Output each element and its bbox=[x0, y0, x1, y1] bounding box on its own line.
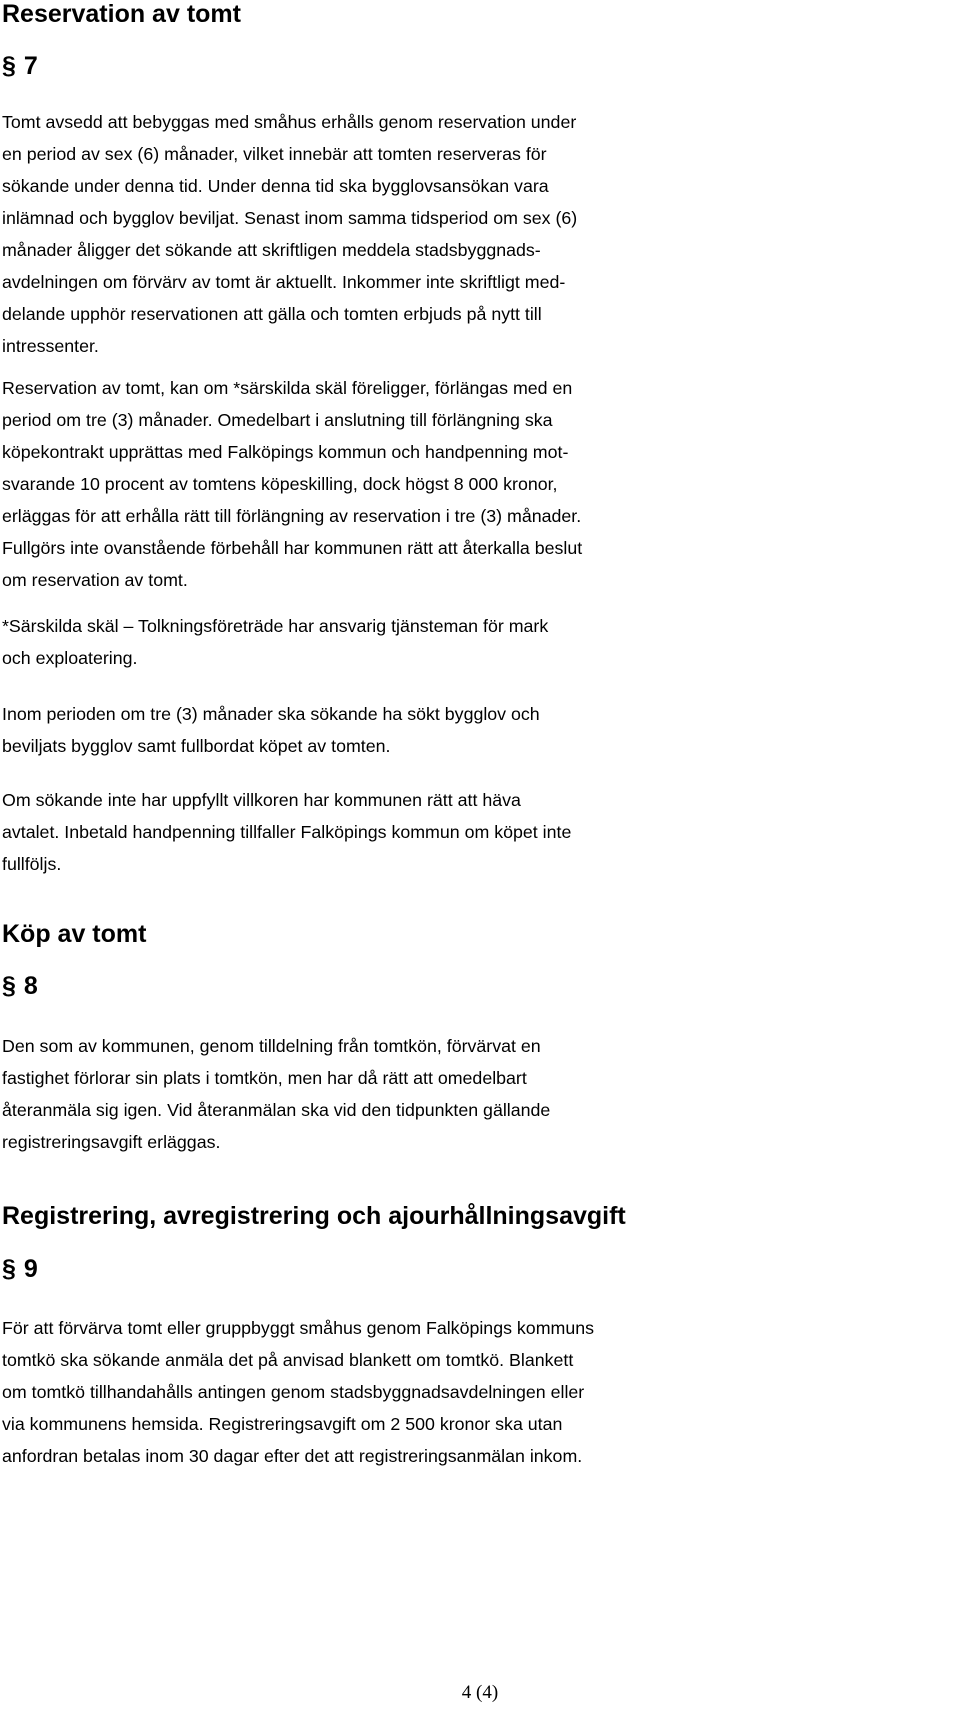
text-line: beviljats bygglov samt fullbordat köpet av tomten. bbox=[2, 736, 391, 756]
text-line: återanmäla sig igen. Vid återanmälan ska vid den tidpunkten gällande bbox=[2, 1100, 551, 1120]
paragraph bbox=[2, 1030, 960, 1158]
page-number: 4 (4) bbox=[461, 1682, 499, 1703]
text-line: fastighet förlorar sin plats i tomtkön, men har då rätt att omedelbart bbox=[2, 1068, 527, 1088]
text-line: Den som av kommunen, genom tilldelning från tomtkön, förvärvat en bbox=[2, 1036, 541, 1056]
section-heading-registrering: Registrering, avregistrering och ajourhållningsavgift bbox=[2, 1202, 626, 1230]
text-line: via kommunens hemsida. Registreringsavgift om 2 500 kronor ska utan bbox=[2, 1414, 563, 1434]
section-heading-reservation: Reservation av tomt bbox=[2, 0, 241, 28]
text-line: fullföljs. bbox=[2, 854, 62, 874]
text-line: en period av sex (6) månader, vilket innebär att tomten reserveras för bbox=[2, 144, 547, 164]
text-line: tomtkö ska sökande anmäla det på anvisad blankett om tomtkö. Blankett bbox=[2, 1350, 574, 1370]
text-line: intressenter. bbox=[2, 336, 99, 356]
text-line: period om tre (3) månader. Omedelbart i anslutning till förlängning ska bbox=[2, 410, 553, 430]
paragraph bbox=[2, 698, 960, 762]
text-line: avdelningen om förvärv av tomt är aktuellt. Inkommer inte skriftligt med- bbox=[2, 272, 566, 292]
text-line: inlämnad och bygglov beviljat. Senast inom samma tidsperiod om sex (6) bbox=[2, 208, 578, 228]
text-line: om reservation av tomt. bbox=[2, 570, 188, 590]
paragraph bbox=[2, 372, 960, 596]
paragraph-sign: § bbox=[2, 972, 16, 1000]
paragraph-sign: § bbox=[2, 1255, 16, 1283]
text-line: Tomt avsedd att bebyggas med småhus erhålls genom reservation under bbox=[2, 112, 577, 132]
text-line: anfordran betalas inom 30 dagar efter det att registreringsanmälan inkom. bbox=[2, 1446, 583, 1466]
section-number-9 bbox=[2, 1255, 38, 1284]
text-line: *Särskilda skäl – Tolkningsföreträde har ansvarig tjänsteman för mark bbox=[2, 616, 549, 636]
text-line: köpekontrakt upprättas med Falköpings kommun och handpenning mot- bbox=[2, 442, 569, 462]
text-line: erläggas för att erhålla rätt till förlängning av reservation i tre (3) månader. bbox=[2, 506, 582, 526]
text-line: Inom perioden om tre (3) månader ska sökande ha sökt bygglov och bbox=[2, 704, 540, 724]
text-line: svarande 10 procent av tomtens köpeskilling, dock högst 8 000 kronor, bbox=[2, 474, 558, 494]
paragraph-sign: § bbox=[2, 52, 16, 80]
paragraph bbox=[2, 1312, 960, 1472]
text-line: Fullgörs inte ovanstående förbehåll har kommunen rätt att återkalla beslut bbox=[2, 538, 583, 558]
paragraph-number: 8 bbox=[23, 972, 38, 1000]
text-line: avtalet. Inbetald handpenning tillfaller Falköpings kommun om köpet inte bbox=[2, 822, 572, 842]
paragraph bbox=[2, 784, 960, 880]
paragraph-number: 7 bbox=[23, 52, 38, 80]
text-line: månader åligger det sökande att skriftligen meddela stadsbyggnads- bbox=[2, 240, 541, 260]
paragraph-number: 9 bbox=[23, 1255, 38, 1283]
text-line: Reservation av tomt, kan om *särskilda skäl föreligger, förlängas med en bbox=[2, 378, 573, 398]
text-line: För att förvärva tomt eller gruppbyggt småhus genom Falköpings kommuns bbox=[2, 1318, 594, 1338]
text-line: sökande under denna tid. Under denna tid ska bygglovsansökan vara bbox=[2, 176, 549, 196]
text-line: om tomtkö tillhandahålls antingen genom stadsbyggnadsavdelningen eller bbox=[2, 1382, 585, 1402]
paragraph bbox=[2, 106, 960, 362]
text-line: Om sökande inte har uppfyllt villkoren har kommunen rätt att häva bbox=[2, 790, 521, 810]
text-line: registreringsavgift erläggas. bbox=[2, 1132, 221, 1152]
section-heading-kop: Köp av tomt bbox=[2, 920, 147, 948]
text-line: delande upphör reservationen att gälla och tomten erbjuds på nytt till bbox=[2, 304, 542, 324]
section-number-8 bbox=[2, 972, 38, 1001]
paragraph bbox=[2, 610, 960, 674]
text-line: och exploatering. bbox=[2, 648, 138, 668]
section-number-7 bbox=[2, 52, 38, 81]
